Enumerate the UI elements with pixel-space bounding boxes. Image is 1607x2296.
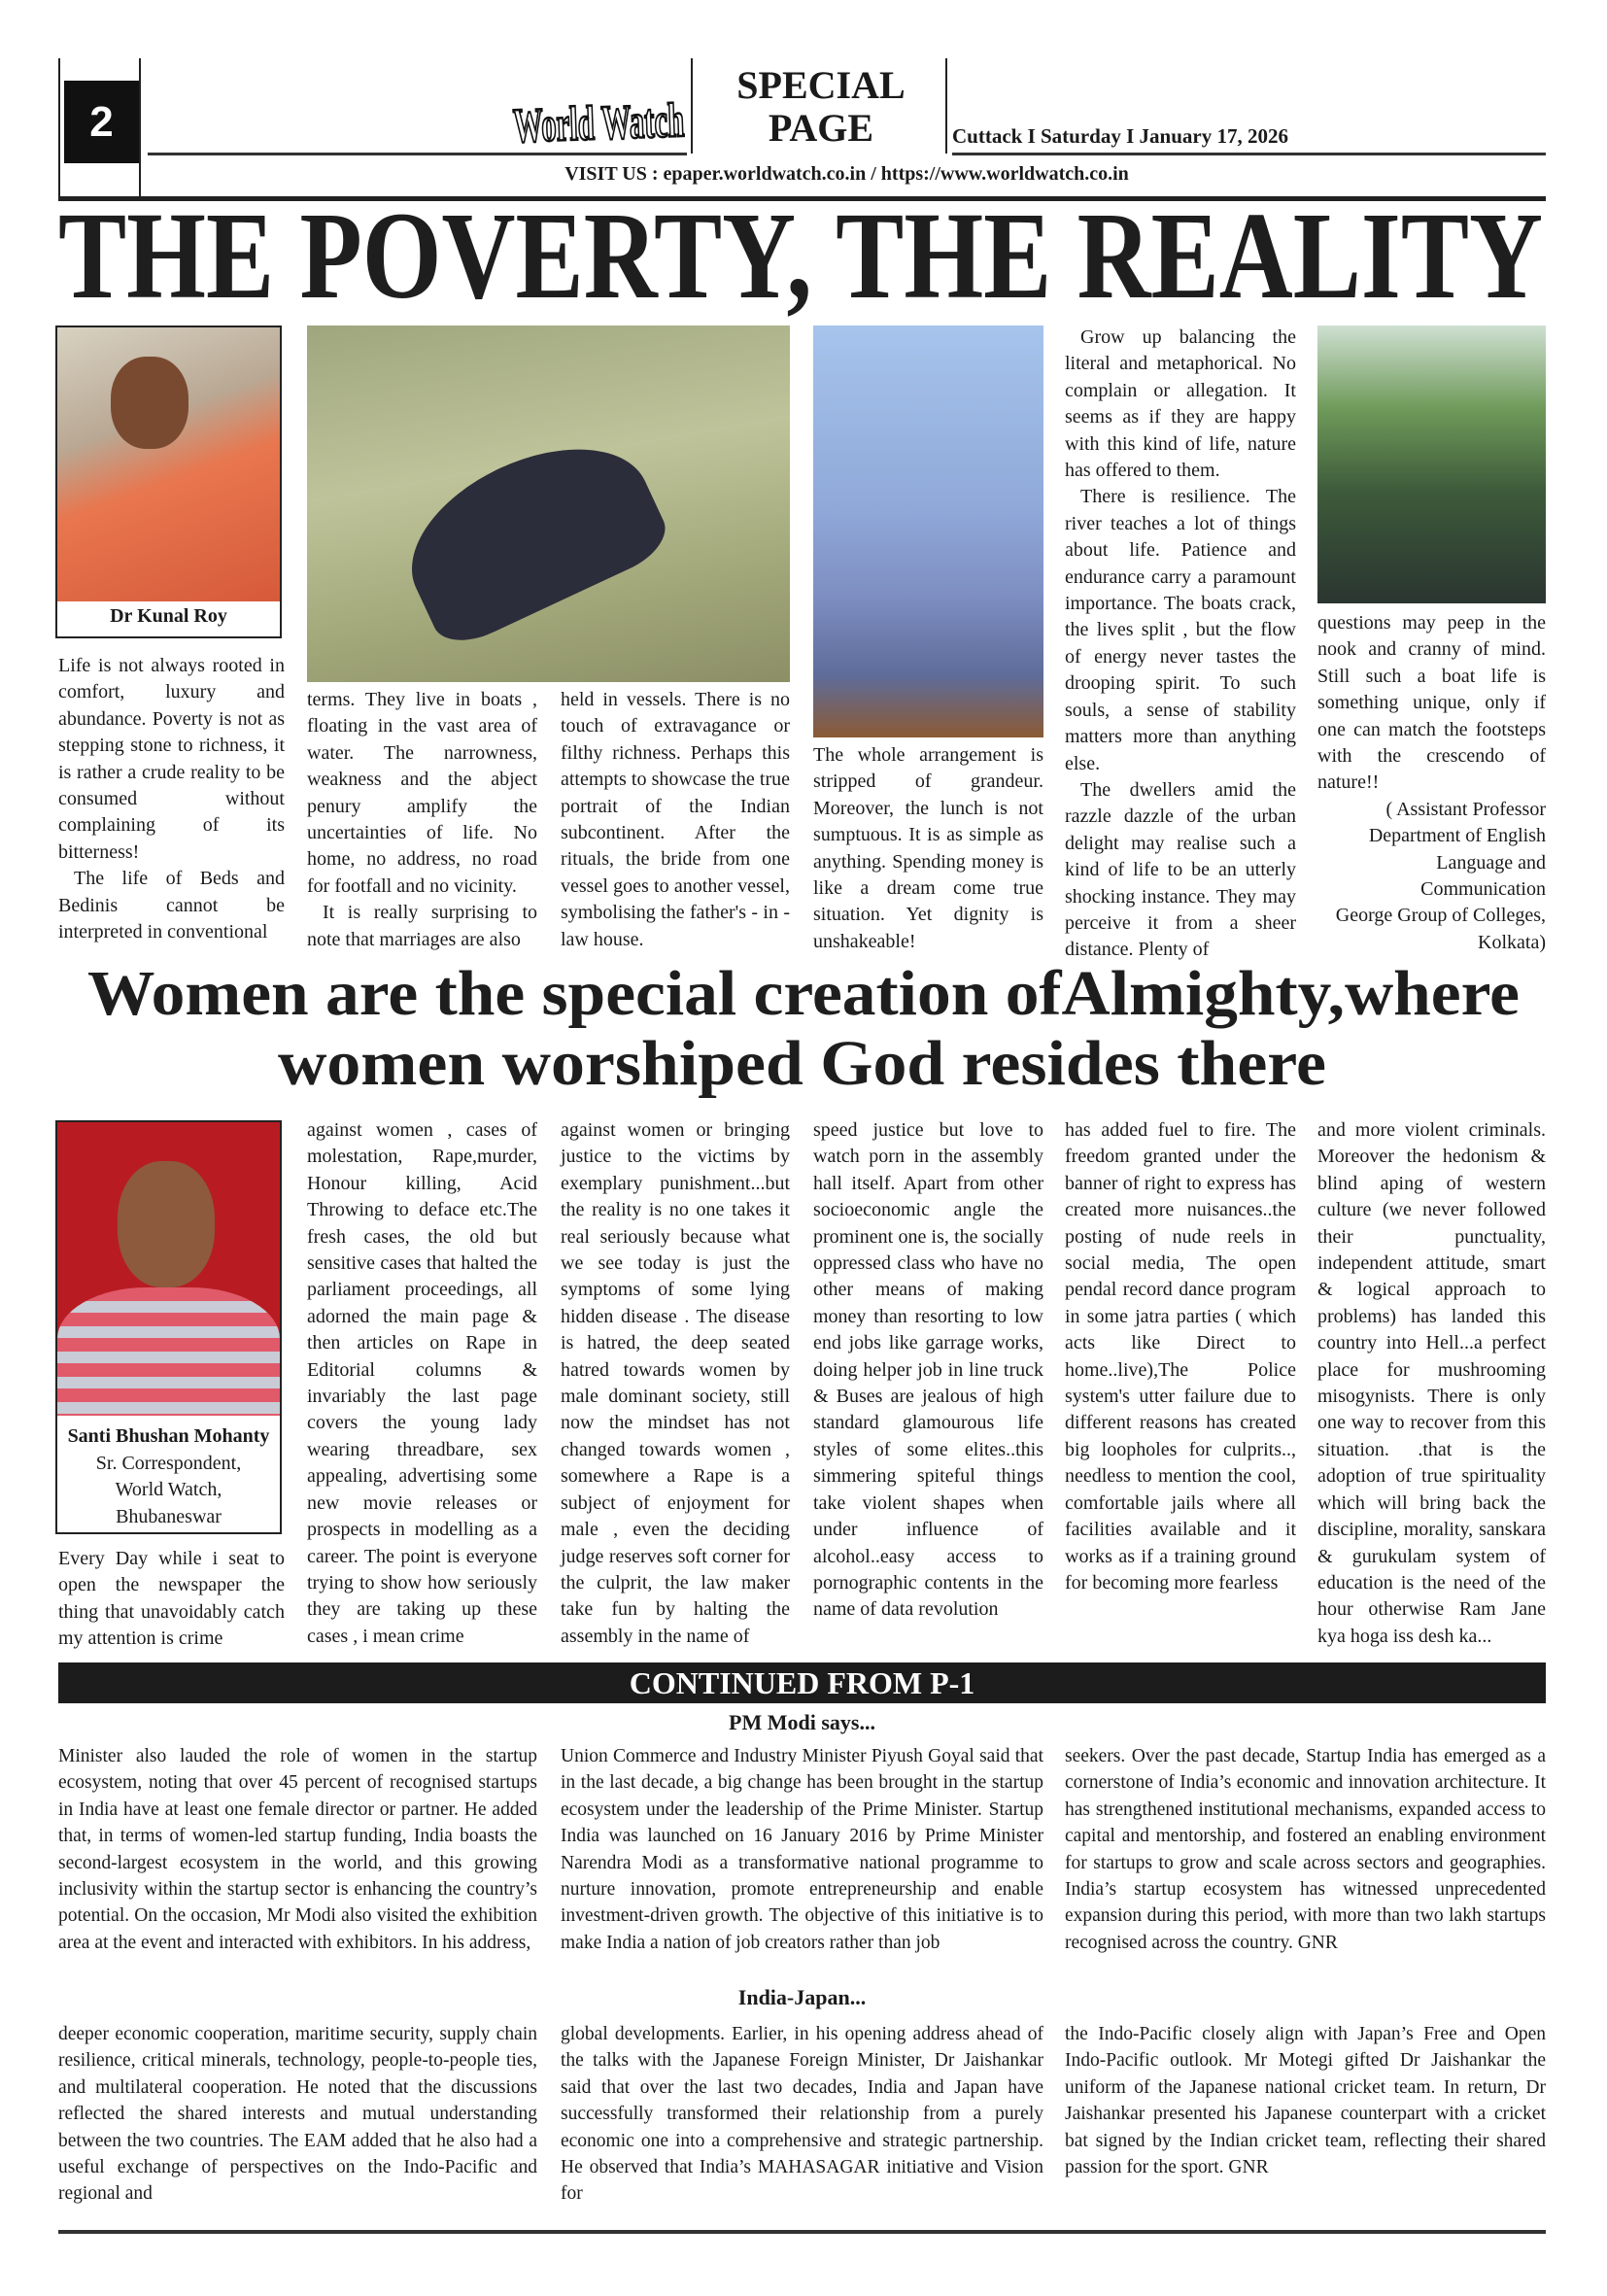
- paragraph: has added fuel to fire. The freedom granted under the banner of right to express has created more nuisances..the posting of nude reels in social media, The open pendal record dance program in some jatra parties ( which acts like Direct to home..live),The Police system's utter failure due to different reasons has created big loopholes for culprits.., needless to mention the cool, comfortable jails where all facilities available and it works as if a training ground for becoming more fearless: [1065, 1119, 1296, 1593]
- story2-title: India-Japan...: [737, 1985, 867, 2009]
- author-photo: [57, 327, 280, 601]
- continued-banner: CONTINUED FROM P-1: [58, 1662, 1546, 1703]
- author-name: Santi Bhushan Mohanty: [67, 1425, 270, 1447]
- paragraph: Life is not always rooted in comfort, luxury and abundance. Poverty is not as stepping stone to richness, it is rather a crude reality to be consumed without complaining of its bitterness!: [58, 655, 285, 863]
- paragraph: seekers. Over the past decade, Startup India has emerged as a cornerstone of India’s economic and innovation architecture. It has strengthened institutional mechanisms, expanded access to capital and mentorship, and fostered an enabling environment for startups to grow and scale across sectors and geographies. India’s startup ecosystem has witnessed unprecedented expansion during this period, with more than two lakh startups recognised across the country. GNR: [1065, 1746, 1546, 1953]
- article2-column-1: [58, 1546, 285, 1655]
- section-label-line1: SPECIAL: [736, 63, 906, 107]
- author-title: Sr. Correspondent,: [95, 1452, 242, 1474]
- paragraph: The dwellers amid the razzle dazzle of the urban delight may realise such a kind of life to be an utterly shocking instance. They may perceive it from a sheer distance. Plenty of: [1065, 778, 1296, 961]
- author-caption: Dr Kunal Roy: [110, 605, 227, 627]
- svg-text:World Watch: World Watch: [512, 88, 793, 154]
- author-signature-line: George Group of Colleges, Kolkata): [1335, 905, 1546, 953]
- story1-title: PM Modi says...: [729, 1710, 875, 1734]
- author-photo-frame: [55, 326, 282, 638]
- author-signature-line: Department of English: [1368, 825, 1546, 847]
- author-org: World Watch,: [115, 1479, 222, 1500]
- paragraph: and more violent criminals. Moreover the hedonism & blind aping of western culture (we never followed their punctuality, independent attitude, smart & logical approach to problems) has landed this country into Hell...a perfect place for mushrooming misogynists. There is only one way to recover from this situation. .that is the adoption of true spirituality which will bring back the discipline, morality, sanskara & gurukulam system of education is the need of the hour otherwise Ram Jane kya hoga iss desh ka...: [1317, 1119, 1546, 1647]
- boats-shore-photo: [813, 326, 1043, 737]
- article1-column-3: [561, 687, 790, 952]
- section-label: [700, 64, 942, 150]
- story2-column-2: [561, 2021, 1043, 2215]
- article2-headline-line1: Women are the special creation ofAlmighty,where: [87, 958, 1520, 1029]
- story2-column-1: [58, 2021, 537, 2215]
- paragraph: against women , cases of molestation, Rape,murder, Honour killing, Acid Throwing to deface etc.The fresh cases, the old but sensitive cases that halted the parliament proceedings, all adorned the main page & then articles on Rape in Editorial columns & invariably the last page covers the young lady wearing threadbare, sex appealing, advertising some new movie releases or prospects in modelling as a career. The point is everyone trying to show how seriously they are taking up these cases , i mean crime: [307, 1119, 537, 1647]
- article1-column-2: [307, 687, 537, 952]
- dateline: Cuttack I Saturday I January 17, 2026: [952, 124, 1288, 148]
- paragraph: speed justice but love to watch porn in the assembly hall itself. Apart from other socioeconomic angle the prominent one is, the socially oppressed class who have no other means of making money than resorting to low end jobs like garrage works, doing helper job in line truck & Buses are jealous of high standard glamourous life styles of some elites..this simmering spiteful things take violent shapes when under influence of alcohol..easy access to pornographic contents in the name of data revolution: [813, 1119, 1043, 1621]
- paragraph: held in vessels. There is no touch of extravagance or filthy richness. Perhaps this attempts to showcase the true portrait of the Indian subcontinent. After the rituals, the bride from one vessel goes to another vessel, symbolising the father's - in - law house.: [561, 689, 790, 950]
- header-underline: [952, 153, 1546, 155]
- paragraph: deeper economic cooperation, maritime security, supply chain resilience, critical minerals, technology, people-to-people ties, and multilateral cooperation. He noted that the discussions reflected the shared interests and mutual understanding between the two countries. The EAM added that he also had a useful exchange of perspectives on the Indo-Pacific and regional and: [58, 2024, 537, 2205]
- article1-column-6: [1317, 610, 1546, 955]
- article2-headline-line2: women worshiped God resides there: [278, 1028, 1326, 1099]
- paragraph: global developments. Earlier, in his opening address ahead of the talks with the Japanese Foreign Minister, Dr Jaishankar said that over the last two decades, India and Japan have successfully transformed their relationship from a purely economic one into a comprehensive and strategic partnership. He observed that India’s MAHASAGAR initiative and Vision for: [561, 2024, 1043, 2205]
- article1-column-4: [813, 742, 1043, 952]
- paragraph: It is really surprising to note that marriages are also: [307, 902, 537, 950]
- paragraph: Grow up balancing the literal and metaphorical. No complain or allegation. It seems as if they are happy with this kind of life, nature has offered to them.: [1065, 326, 1296, 482]
- article2-column-4: [813, 1117, 1043, 1655]
- paragraph: Minister also lauded the role of women in the startup ecosystem, noting that over 45 percent of recognised startups in India have at least one female director or partner. He added that, in terms of women-led startup funding, India boasts the second-largest ecosystem in the world, and this growing inclusivity within the startup sector is enhancing the country’s potential. On the occasion, Mr Modi also visited the exhibition area at the event and interacted with exhibitors. In his address,: [58, 1746, 537, 1953]
- story1-column-3: [1065, 1743, 1546, 1986]
- article2-column-6: [1317, 1117, 1546, 1655]
- author-caption: [57, 1423, 280, 1530]
- article1-column-1: [58, 653, 285, 952]
- author-city: Bhubaneswar: [116, 1505, 222, 1527]
- family-canoe-photo: [1317, 326, 1546, 603]
- article2-headline: [58, 952, 1546, 1098]
- article2-column-5: [1065, 1117, 1296, 1655]
- story2-column-3: [1065, 2021, 1546, 2215]
- footer-rule: [58, 2230, 1546, 2234]
- article2-column-2: [307, 1117, 537, 1655]
- paragraph: The life of Beds and Bedinis cannot be interpreted in conventional: [58, 868, 285, 943]
- page-number: 2: [64, 81, 139, 163]
- paragraph: The whole arrangement is stripped of grandeur. Moreover, the lunch is not sumptuous. It is as simple as anything. Spending money is like a dream come true situation. Yet dignity is unshakeable!: [813, 744, 1043, 952]
- article1-headline: [56, 187, 1549, 325]
- paragraph: the Indo-Pacific closely align with Japan’s Free and Open Indo-Pacific outlook. Mr Motegi gifted Dr Jaishankar the uniform of the Japanese national cricket team. In return, Dr Jaishankar presented his Japanese counterpart with a cricket bat signed by the Indian cricket team, reflecting their shared passion for the sport. GNR: [1065, 2024, 1546, 2178]
- website-link[interactable]: VISIT US : epaper.worldwatch.co.in / https://www.worldwatch.co.in: [564, 163, 1129, 185]
- story1-column-2: [561, 1743, 1043, 1986]
- paragraph: Every Day while i seat to open the newspaper the thing that unavoidably catch my attention is crime: [58, 1548, 285, 1650]
- author-signature-line: Language and Communication: [1420, 851, 1546, 901]
- header-divider: [691, 58, 693, 154]
- article2-column-3: [561, 1117, 790, 1655]
- header-underline: [148, 153, 687, 155]
- paragraph: There is resilience. The river teaches a lot of things about life. Patience and endurance carry a paramount importance. The boats crack, the lives split , but the flow of energy never tastes the drooping spirit. To such souls, a sense of stability matters more than anything else.: [1065, 486, 1296, 774]
- masthead-logo: [511, 81, 793, 154]
- author-photo-frame: [55, 1120, 282, 1534]
- boat-river-photo: [307, 326, 790, 682]
- paragraph: questions may peep in the nook and cranny of mind. Still such a boat life is something unique, only if one can match the footsteps with the crescendo of nature!!: [1317, 612, 1546, 794]
- section-label-line2: PAGE: [768, 106, 874, 150]
- author-photo: [57, 1122, 280, 1416]
- author-signature-line: ( Assistant Professor: [1385, 798, 1546, 820]
- article1-headline-text: THE POVERTY, THE REALITY: [58, 187, 1543, 325]
- story1-column-1: [58, 1743, 537, 1986]
- header-rule-left: [58, 58, 60, 197]
- paragraph: terms. They live in boats , floating in the vast area of water. The narrowness, weakness and the abject penury amplify the uncertainties of life. No home, no address, no road for footfall and no vicinity.: [307, 689, 537, 897]
- paragraph: against women or bringing justice to the victims by exemplary punishment...but the reality is no one takes it real seriously because what we see today is just the symptoms of some lying hidden disease . The disease is hatred, the deep seated hatred towards women by male dominant society, still now the mindset has not changed towards women , somewhere a Rape is a subject of enjoyment for male , even the deciding judge reserves soft corner for the culprit, the law maker take fun by halting the assembly in the name of: [561, 1119, 790, 1647]
- header-rule-left-inner: [139, 58, 141, 197]
- article1-column-5: [1065, 325, 1296, 961]
- paragraph: Union Commerce and Industry Minister Piyush Goyal said that in the last decade, a big change has been brought in the startup ecosystem under the leadership of the Prime Minister. Startup India was launched on 16 January 2016 by Prime Minister Narendra Modi as a transformative national programme to nurture innovation, promote entrepreneurship and enable investment-driven growth. The objective of this initiative is to make India a nation of job creators rather than job: [561, 1746, 1043, 1953]
- header-divider: [945, 58, 947, 154]
